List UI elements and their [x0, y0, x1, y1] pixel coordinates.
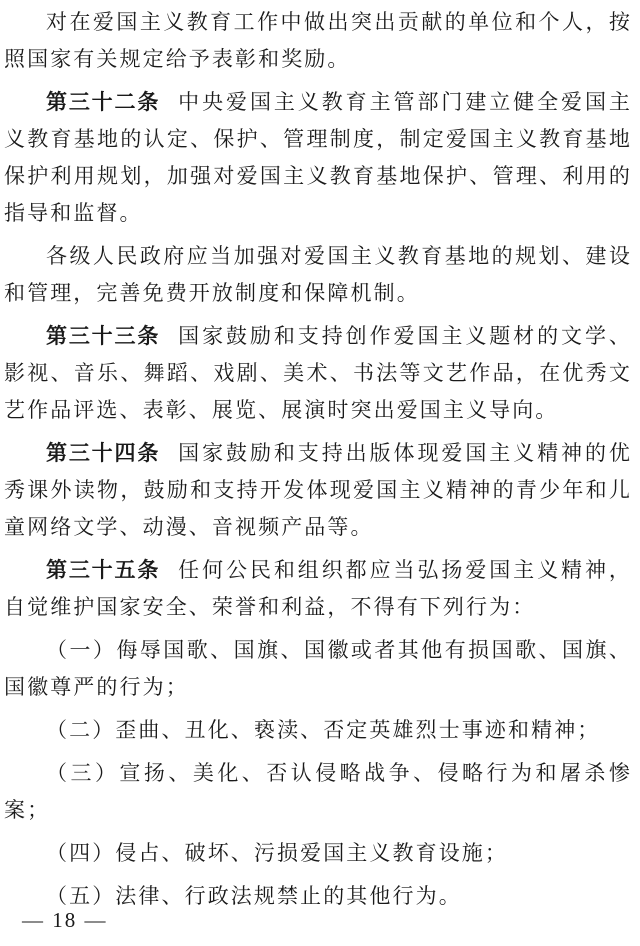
- article-33: [4, 318, 632, 429]
- paragraph-awards: [4, 4, 632, 78]
- article-heading: 第三十五条: [46, 558, 161, 582]
- paragraph-text: 中央爱国主义教育主管部门建立健全爱国主义教育基地的认定、保护、管理制度，制定爱国主义教育基地保护利用规划，加强对爱国主义教育基地保护、管理、利用的指导和监督。: [4, 90, 632, 225]
- document-page: [4, 4, 632, 921]
- article-heading: 第三十四条: [46, 441, 161, 465]
- list-item: （一）侮辱国歌、国旗、国徽或者其他有损国歌、国旗、国徽尊严的行为；: [4, 638, 632, 699]
- article-heading: 第三十二条: [46, 90, 161, 114]
- article-heading: 第三十三条: [46, 324, 161, 348]
- paragraph-text: 对在爱国主义教育工作中做出突出贡献的单位和个人，按照国家有关规定给予表彰和奖励。: [4, 10, 632, 71]
- list-item: （二）歪曲、丑化、亵渎、否定英雄烈士事迹和精神；: [46, 718, 601, 742]
- article-32: [4, 84, 632, 232]
- article-34: [4, 435, 632, 546]
- list-item: （四）侵占、破坏、污损爱国主义教育设施；: [46, 841, 508, 865]
- paragraph-government-duty: [4, 238, 632, 312]
- page-number: — 18 —: [22, 908, 108, 932]
- article-35: [4, 552, 632, 626]
- paragraph-text: 国家鼓励和支持出版体现爱国主义精神的优秀课外读物，鼓励和支持开发体现爱国主义精神的青少年和儿童网络文学、动漫、音视频产品等。: [4, 441, 632, 539]
- list-item: （五）法律、行政法规禁止的其他行为。: [46, 884, 462, 908]
- paragraph-text: 国家鼓励和支持创作爱国主义题材的文学、影视、音乐、舞蹈、戏剧、美术、书法等文艺作品，在优秀文艺作品评选、表彰、展览、展演时突出爱国主义导向。: [4, 324, 632, 422]
- paragraph-text: 任何公民和组织都应当弘扬爱国主义精神，自觉维护国家安全、荣誉和利益，不得有下列行为：: [4, 558, 632, 619]
- list-item: （三）宣扬、美化、否认侵略战争、侵略行为和屠杀惨案；: [4, 761, 632, 822]
- paragraph-text: 各级人民政府应当加强对爱国主义教育基地的规划、建设和管理，完善免费开放制度和保障机制。: [4, 244, 632, 305]
